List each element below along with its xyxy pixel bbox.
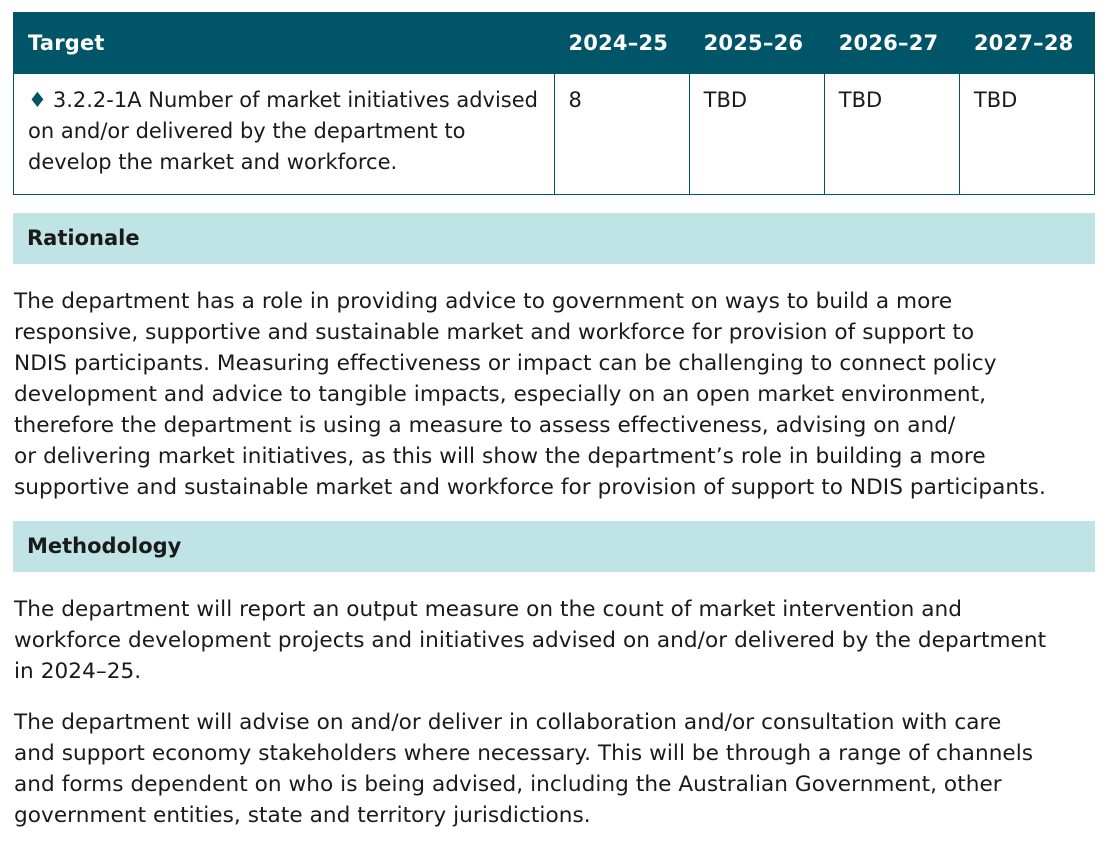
methodology-paragraph-2: The department will advise on and/or deliver in collaboration and/or consultation with care and support economy stakeholders where necessary. This will be through a range of channels and forms dependent on who is being advised, including the Australian Government, other government entities, state and territory jurisdictions. — [14, 710, 1034, 828]
header-year-2027-28: 2027–28 — [959, 13, 1094, 74]
methodology-heading: Methodology — [13, 521, 1095, 572]
table-row — [14, 74, 1095, 195]
header-year-2025-26: 2025–26 — [689, 13, 824, 74]
diamond-icon: ♦ — [28, 88, 47, 112]
value-cell-2024-25: 8 — [554, 74, 689, 195]
value-cell-2025-26: TBD — [689, 74, 824, 195]
document-page — [13, 12, 1095, 831]
target-description: 3.2.2-1A Number of market initiatives advised on and/or delivered by the department to develop the market and workforce. — [28, 88, 538, 174]
rationale-heading: Rationale — [13, 213, 1095, 264]
table-header-row — [14, 13, 1095, 74]
rationale-paragraph: The department has a role in providing advice to government on ways to build a more responsive, supportive and sustainable market and workforce for provision of support to NDIS participants. Measuring effectiveness or impact can be challenging to connect policy development and advice to tangible impacts, especially on an open market environment, therefore the department is using a measure to assess effectiveness, advising on and/ or delivering market initiatives, as this will show the department’s role in building a more supportive and sustainable market and workforce for provision of support to NDIS participants. — [14, 289, 1046, 500]
header-year-2026-27: 2026–27 — [824, 13, 959, 74]
methodology-paragraph-1: The department will report an output measure on the count of market intervention and workforce development projects and initiatives advised on and/or delivered by the department in 2024–25. — [14, 597, 1047, 684]
target-cell — [14, 74, 555, 195]
value-cell-2026-27: TBD — [824, 74, 959, 195]
value-cell-2027-28: TBD — [959, 74, 1094, 195]
header-year-2024-25: 2024–25 — [554, 13, 689, 74]
performance-target-table — [13, 12, 1095, 195]
header-target: Target — [14, 13, 555, 74]
